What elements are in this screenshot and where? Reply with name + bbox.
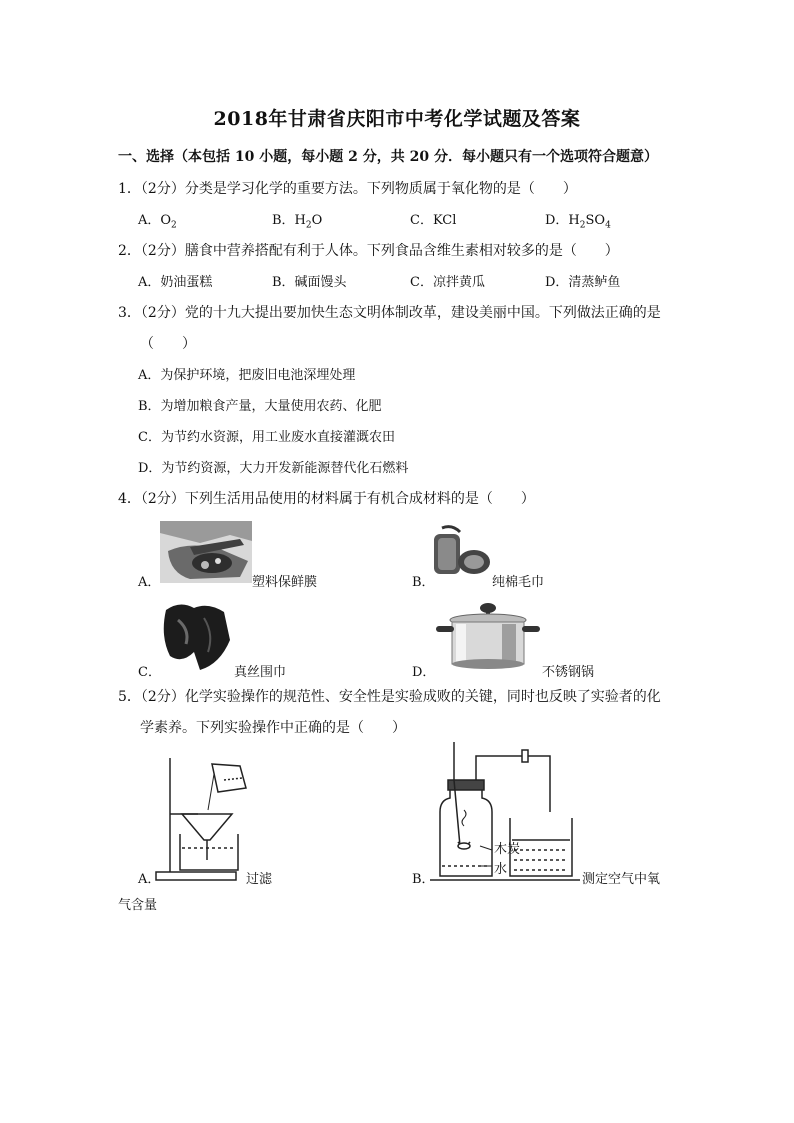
q4-option-a-letter[interactable]: A． [138, 575, 161, 590]
q4-option-d-letter[interactable]: D． [412, 665, 436, 680]
question-5-stem: 5．（2分）化学实验操作的规范性、安全性是实验成败的关键，同时也反映了实验者的化 [118, 689, 661, 705]
question-2-stem: 2．（2分）膳食中营养搭配有利于人体。下列食品含维生素相对较多的是（ ） [118, 243, 619, 259]
q5-option-b-label-cont: 气含量 [118, 898, 158, 913]
q1-a-text: A．O [138, 213, 172, 228]
q5-option-a-label: 过滤 [246, 872, 273, 887]
q4-option-b-label: 纯棉毛巾 [492, 575, 545, 590]
question-3-stem-cont: （ ） [140, 336, 196, 352]
q5-option-b-label: 测定空气中氧 [582, 872, 661, 887]
q1-d-mid: SO [585, 213, 606, 228]
q1-d-sub1: 2 [579, 220, 586, 231]
q5-option-a-letter[interactable]: A． [138, 872, 161, 887]
q1-b-post: O [311, 213, 323, 228]
q5-option-b-letter[interactable]: B． [412, 872, 435, 887]
q3-option-a[interactable]: A．为保护环境，把废旧电池深埋处理 [138, 368, 356, 383]
charcoal-label: 木炭 [494, 842, 521, 857]
q1-option-b[interactable] [272, 209, 322, 231]
q2-option-c[interactable]: C．凉拌黄瓜 [410, 275, 485, 290]
q4-option-a-label: 塑料保鲜膜 [252, 575, 318, 590]
q3-option-c[interactable]: C．为节约水资源，用工业废水直接灌溉农田 [138, 430, 395, 445]
silk-scarf-image [160, 600, 232, 676]
water-label: 水 [494, 862, 508, 877]
q1-b-sub: 2 [305, 220, 312, 231]
question-5-stem-cont: 学素养。下列实验操作中正确的是（ ） [140, 720, 406, 736]
q1-b-text: B．H [272, 213, 306, 228]
filtration-apparatus-diagram [150, 744, 250, 888]
q4-option-c-label: 真丝围巾 [234, 665, 287, 680]
section-heading: 一、选择（本包括 10 小题，每小题 2 分，共 20 分．每小题只有一个选项符合题意） [118, 149, 658, 165]
cotton-towel-image [432, 524, 492, 586]
q2-option-a[interactable]: A．奶油蛋糕 [138, 275, 213, 290]
q4-option-c-letter[interactable]: C． [138, 665, 161, 680]
q1-a-sub: 2 [171, 220, 177, 231]
question-1-stem: 1．（2分）分类是学习化学的重要方法。下列物质属于氧化物的是（ ） [118, 181, 577, 197]
q1-option-d[interactable] [545, 209, 611, 231]
q1-d-sub2: 4 [605, 220, 611, 231]
q3-option-b[interactable]: B．为增加粮食产量，大量使用农药、化肥 [138, 399, 382, 414]
q1-option-a[interactable] [138, 209, 177, 231]
question-4-stem: 4．（2分）下列生活用品使用的材料属于有机合成材料的是（ ） [118, 491, 535, 507]
q1-option-c[interactable]: C．KCl [410, 213, 457, 228]
steel-pot-image [432, 602, 544, 676]
page-title: 2018年甘肃省庆阳市中考化学试题及答案 [213, 108, 581, 130]
q1-d-text: D．H [545, 213, 580, 228]
q4-option-b-letter[interactable]: B． [412, 575, 435, 590]
q4-option-d-label: 不锈钢锅 [542, 665, 595, 680]
q2-option-d[interactable]: D．清蒸鲈鱼 [545, 275, 621, 290]
q2-option-b[interactable]: B．碱面馒头 [272, 275, 347, 290]
plastic-wrap-image [160, 521, 252, 587]
question-3-stem: 3．（2分）党的十九大提出要加快生态文明体制改革，建设美丽中国。下列做法正确的是 [118, 305, 661, 321]
q3-option-d[interactable]: D．为节约资源，大力开发新能源替代化石燃料 [138, 461, 409, 476]
